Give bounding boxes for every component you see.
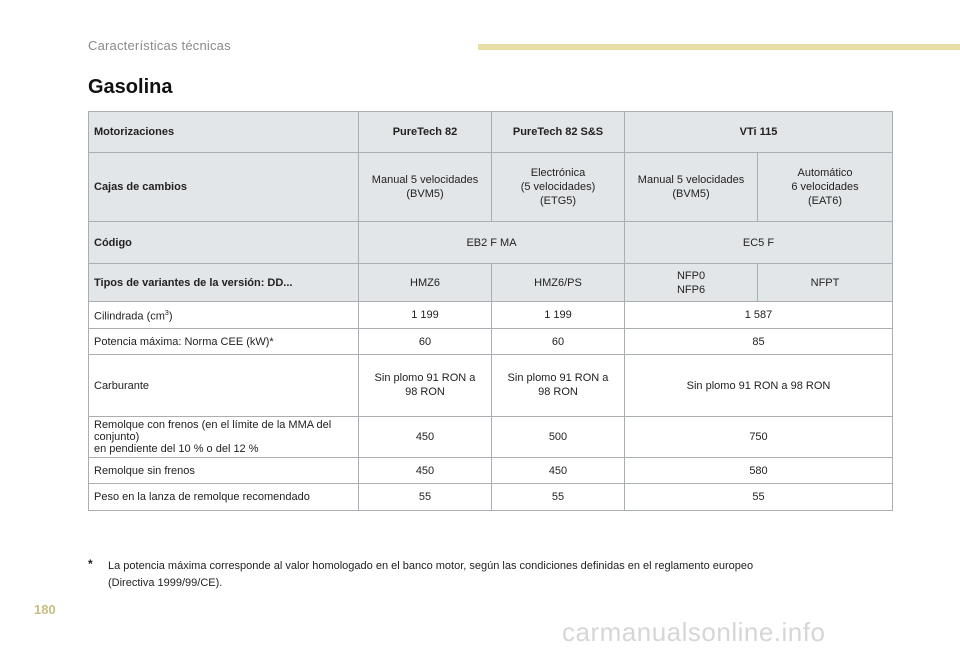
table-cell: HMZ6/PS xyxy=(492,264,625,302)
row-label: Motorizaciones xyxy=(89,112,359,153)
footnote-text: La potencia máxima corresponde al valor homologado en el banco motor, según las condiciones definidas en el reglamento europeo (Directiva 1999/99/CE). xyxy=(108,560,754,589)
table-row-variants xyxy=(89,264,893,302)
table-row-engines xyxy=(89,112,893,153)
table-cell: HMZ6 xyxy=(359,264,492,302)
section-title: Características técnicas xyxy=(88,38,231,53)
table-cell: 450 xyxy=(359,458,492,484)
table-cell: Manual 5 velocidades (BVM5) xyxy=(359,153,492,222)
row-label-end: ) xyxy=(168,310,173,323)
table-cell: 450 xyxy=(492,458,625,484)
cell-engine-3: VTi 115 xyxy=(625,112,893,153)
table-row-power xyxy=(89,329,893,355)
table-cell: 85 xyxy=(625,329,893,355)
table-cell: Sin plomo 91 RON a 98 RON xyxy=(492,355,625,417)
table-cell: Manual 5 velocidades (BVM5) xyxy=(625,153,758,222)
row-label: Cajas de cambios xyxy=(89,153,359,222)
table-cell: 55 xyxy=(625,484,893,511)
table-cell: Sin plomo 91 RON a 98 RON xyxy=(359,355,492,417)
table-row-code xyxy=(89,222,893,264)
table-row-braked-trailer xyxy=(89,417,893,458)
cell-engine-2: PureTech 82 S&S xyxy=(492,112,625,153)
table-row-gearbox xyxy=(89,153,893,222)
cell-engine-1: PureTech 82 xyxy=(359,112,492,153)
page-title: Gasolina xyxy=(88,76,173,98)
table-row-unbraked-trailer xyxy=(89,458,893,484)
table-cell: 55 xyxy=(359,484,492,511)
footnote xyxy=(88,558,848,592)
footnote-marker: * xyxy=(88,557,93,571)
table-cell: 580 xyxy=(625,458,893,484)
table-cell: 55 xyxy=(492,484,625,511)
table-cell: 1 199 xyxy=(359,302,492,329)
table-cell: 1 199 xyxy=(492,302,625,329)
row-label xyxy=(89,302,359,329)
table-cell: 500 xyxy=(492,417,625,458)
table-row-displacement xyxy=(89,302,893,329)
row-label: Potencia máxima: Norma CEE (kW)* xyxy=(89,329,359,355)
table-cell: NFP0 NFP6 xyxy=(625,264,758,302)
table-row-fuel xyxy=(89,355,893,417)
table-cell: 750 xyxy=(625,417,893,458)
table-cell: Automático 6 velocidades (EAT6) xyxy=(758,153,893,222)
page-number: 180 xyxy=(34,602,56,617)
table-cell: EB2 F MA xyxy=(359,222,625,264)
watermark: carmanualsonline.info xyxy=(562,617,826,647)
row-label: Código xyxy=(89,222,359,264)
table-cell: 450 xyxy=(359,417,492,458)
row-label: Peso en la lanza de remolque recomendado xyxy=(89,484,359,511)
table-cell: EC5 F xyxy=(625,222,893,264)
row-label: Tipos de variantes de la versión: DD... xyxy=(89,264,359,302)
row-label-sup: 3 xyxy=(164,309,169,317)
table-cell: 60 xyxy=(359,329,492,355)
table-cell: 60 xyxy=(492,329,625,355)
row-label: Remolque con frenos (en el límite de la MMA del conjunto) en pendiente del 10 % o del 12 % xyxy=(89,417,359,458)
header-accent-bar xyxy=(478,44,960,50)
table-cell: NFPT xyxy=(758,264,893,302)
table-cell: 1 587 xyxy=(625,302,893,329)
row-label: Remolque sin frenos xyxy=(89,458,359,484)
table-row-nose-weight xyxy=(89,484,893,511)
row-label: Carburante xyxy=(89,355,359,417)
row-label-text: Cilindrada (cm xyxy=(94,310,165,323)
table-cell: Sin plomo 91 RON a 98 RON xyxy=(625,355,893,417)
spec-table xyxy=(88,111,893,511)
table-cell: Electrónica (5 velocidades) (ETG5) xyxy=(492,153,625,222)
